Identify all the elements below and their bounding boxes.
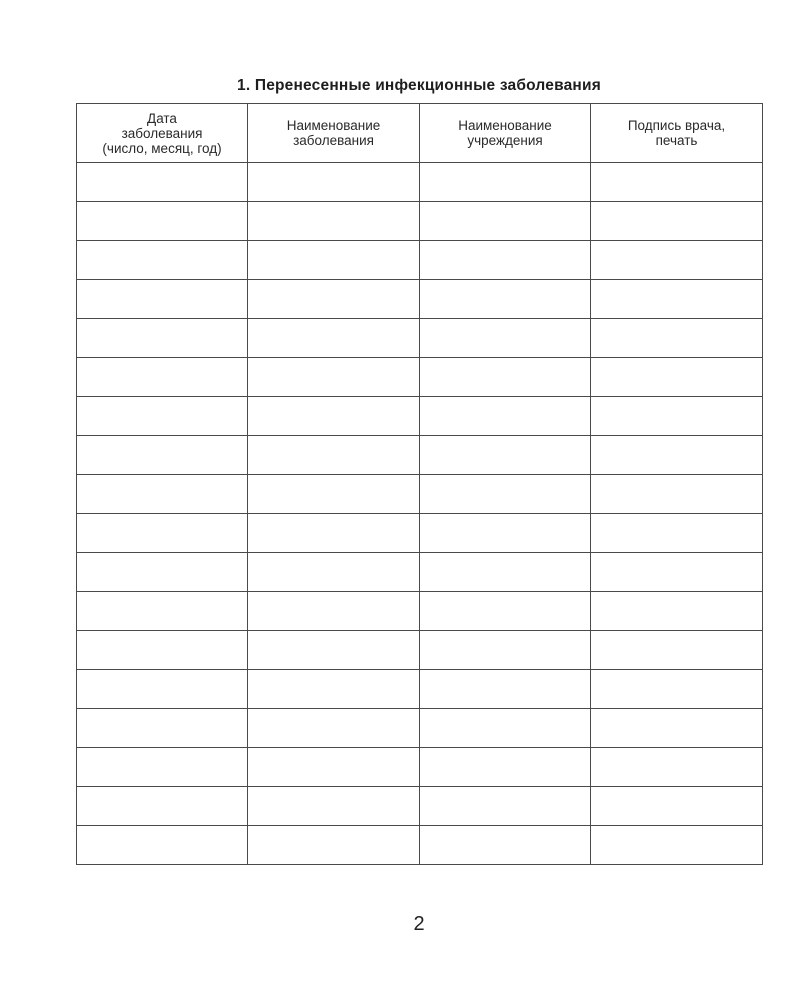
institution-name-cell (420, 514, 591, 553)
doctor-signature-cell (591, 475, 763, 514)
disease-name-cell (248, 709, 420, 748)
disease-name-cell (248, 748, 420, 787)
table-row (77, 358, 763, 397)
table-row (77, 436, 763, 475)
table-header-row (77, 104, 763, 163)
disease-name-cell (248, 280, 420, 319)
disease-name-cell (248, 553, 420, 592)
doctor-signature-cell (591, 514, 763, 553)
date-cell (77, 748, 248, 787)
doctor-signature-cell (591, 631, 763, 670)
date-cell (77, 787, 248, 826)
doctor-signature-cell (591, 553, 763, 592)
date-cell (77, 514, 248, 553)
disease-name-cell (248, 475, 420, 514)
disease-name-cell (248, 436, 420, 475)
date-cell (77, 826, 248, 865)
institution-name-cell (420, 241, 591, 280)
date-cell (77, 280, 248, 319)
disease-name-cell (248, 202, 420, 241)
doctor-signature-cell (591, 202, 763, 241)
disease-name-cell (248, 163, 420, 202)
table-row (77, 631, 763, 670)
column-header-disease-name: Наименование заболевания (248, 104, 420, 163)
doctor-signature-cell (591, 709, 763, 748)
disease-name-cell (248, 826, 420, 865)
table-row (77, 787, 763, 826)
institution-name-cell (420, 358, 591, 397)
table-row (77, 397, 763, 436)
table-row (77, 241, 763, 280)
disease-name-cell (248, 241, 420, 280)
date-cell (77, 358, 248, 397)
institution-name-cell (420, 397, 591, 436)
institution-name-cell (420, 280, 591, 319)
doctor-signature-cell (591, 358, 763, 397)
institution-name-cell (420, 319, 591, 358)
institution-name-cell (420, 553, 591, 592)
disease-name-cell (248, 787, 420, 826)
institution-name-cell (420, 475, 591, 514)
doctor-signature-cell (591, 592, 763, 631)
doctor-signature-cell (591, 280, 763, 319)
disease-name-cell (248, 358, 420, 397)
table-row (77, 826, 763, 865)
page-number: 2 (413, 913, 425, 935)
disease-name-cell (248, 319, 420, 358)
disease-name-cell (248, 397, 420, 436)
date-cell (77, 631, 248, 670)
section-title: 1. Перенесенные инфекционные заболевания (237, 77, 601, 94)
institution-name-cell (420, 787, 591, 826)
table-row (77, 670, 763, 709)
table-row (77, 202, 763, 241)
date-cell (77, 592, 248, 631)
doctor-signature-cell (591, 826, 763, 865)
date-cell (77, 553, 248, 592)
institution-name-cell (420, 202, 591, 241)
institution-name-cell (420, 670, 591, 709)
table-row (77, 514, 763, 553)
date-cell (77, 709, 248, 748)
table-row (77, 553, 763, 592)
table-row (77, 592, 763, 631)
disease-name-cell (248, 514, 420, 553)
date-cell (77, 163, 248, 202)
date-cell (77, 202, 248, 241)
doctor-signature-cell (591, 436, 763, 475)
date-cell (77, 397, 248, 436)
table-body (77, 163, 763, 865)
institution-name-cell (420, 826, 591, 865)
date-cell (77, 436, 248, 475)
date-cell (77, 319, 248, 358)
doctor-signature-cell (591, 163, 763, 202)
table-row (77, 280, 763, 319)
doctor-signature-cell (591, 787, 763, 826)
doctor-signature-cell (591, 397, 763, 436)
doctor-signature-cell (591, 241, 763, 280)
institution-name-cell (420, 709, 591, 748)
table-row (77, 475, 763, 514)
institution-name-cell (420, 436, 591, 475)
date-cell (77, 670, 248, 709)
table-row (77, 748, 763, 787)
date-cell (77, 241, 248, 280)
doctor-signature-cell (591, 670, 763, 709)
institution-name-cell (420, 631, 591, 670)
table-row (77, 319, 763, 358)
institution-name-cell (420, 748, 591, 787)
institution-name-cell (420, 163, 591, 202)
doctor-signature-cell (591, 319, 763, 358)
infectious-diseases-table (76, 103, 763, 865)
institution-name-cell (420, 592, 591, 631)
disease-name-cell (248, 670, 420, 709)
doctor-signature-cell (591, 748, 763, 787)
table-row (77, 709, 763, 748)
disease-name-cell (248, 592, 420, 631)
column-header-institution-name: Наименование учреждения (420, 104, 591, 163)
column-header-date: Дата заболевания (число, месяц, год) (77, 104, 248, 163)
date-cell (77, 475, 248, 514)
table-row (77, 163, 763, 202)
disease-name-cell (248, 631, 420, 670)
column-header-doctor-signature: Подпись врача, печать (591, 104, 763, 163)
